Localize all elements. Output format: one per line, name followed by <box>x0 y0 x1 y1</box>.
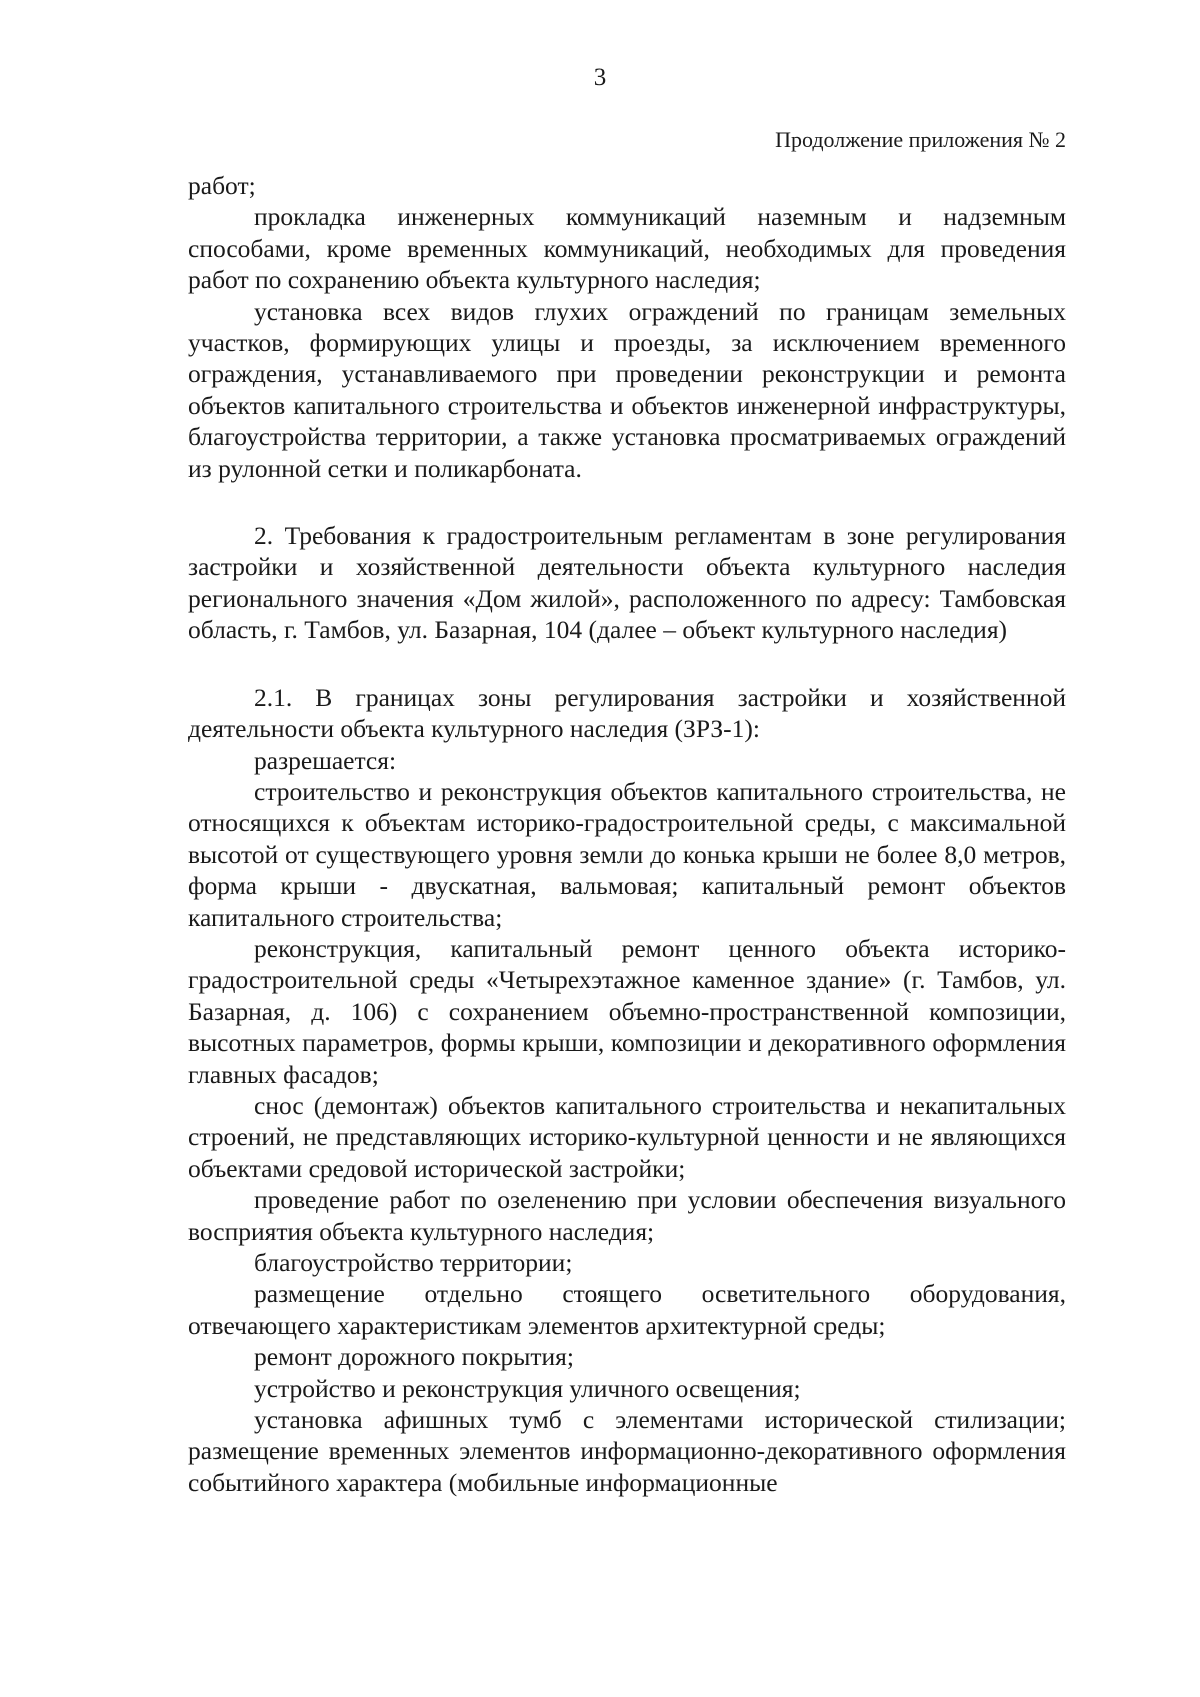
section-gap <box>188 484 1066 520</box>
paragraph-street-lighting: устройство и реконструкция уличного освещения; <box>254 1373 801 1403</box>
paragraph-landscaping: благоустройство территории; <box>254 1248 573 1277</box>
paragraph-road-repair: ремонт дорожного покрытия; <box>254 1342 574 1372</box>
section-heading-2: 2. Требования к градостроительным регламентам в зоне регулирования застройки и хозяйственной деятельности объекта культурного наследия регионального значения «Дом жилой», расположенного по адресу: Тамбовская область, г. Тамбов, ул. Базарная, 104 (далее – объект культурного наследия) <box>188 521 1066 645</box>
paragraph-engineering-communications: прокладка инженерных коммуникаций наземным и надземным способами, кроме временных коммуникаций, необходимых для проведения работ по сохранению объекта культурного наследия; <box>188 202 1066 295</box>
paragraph-fences: установка всех видов глухих ограждений по границам земельных участков, формирующих улицы и проезды, за исключением временного ограждения, устанавливаемого при проведении реконструкции и ремонта объектов капитального строительства и объектов инженерной инфраструктуры, благоустройства территории, а также установка просматриваемых ограждений из рулонной сетки и поликарбоната. <box>188 296 1066 483</box>
paragraph-allowed: разрешается: <box>254 745 397 775</box>
document-body <box>188 170 1066 1498</box>
paragraph-lighting-equipment: размещение отдельно стоящего осветительного оборудования, отвечающего характеристикам элементов архитектурной среды; <box>188 1279 1066 1340</box>
paragraph-poster-columns: установка афишных тумб с элементами исторической стилизации; размещение временных элементов информационно-декоративного оформления событийного характера (мобильные информационные <box>188 1405 1066 1497</box>
page-number: 3 <box>593 64 607 91</box>
running-header: Продолжение приложения № 2 <box>775 127 1066 152</box>
section-gap <box>188 646 1066 682</box>
paragraph-construction: строительство и реконструкция объектов капитального строительства, не относящихся к объектам историко-градостроительной среды, с максимальной высотой от существующего уровня земли до конька крыши не более 8,0 метров, форма крыши - двускатная, вальмовая; капитальный ремонт объектов капитального строительства; <box>188 776 1066 932</box>
paragraph-demolition: снос (демонтаж) объектов капитального строительства и некапитальных строений, не представляющих историко-культурной ценности и не являющихся объектами средовой исторической застройки; <box>188 1090 1066 1183</box>
subsection-heading-2-1: 2.1. В границах зоны регулирования застройки и хозяйственной деятельности объекта культурного наследия (ЗРЗ-1): <box>188 682 1066 744</box>
paragraph-greening: проведение работ по озеленению при условии обеспечения визуального восприятия объекта культурного наследия; <box>188 1185 1066 1246</box>
paragraph-reconstruction: реконструкция, капитальный ремонт ценного объекта историко-градостроительной среды «Четырехэтажное каменное здание» (г. Тамбов, ул. Базарная, д. 106) с сохранением объемно-пространственной композиции, высотных параметров, формы крыши, композиции и декоративного оформления главных фасадов; <box>188 933 1066 1089</box>
paragraph-continuation: работ; <box>188 171 256 200</box>
